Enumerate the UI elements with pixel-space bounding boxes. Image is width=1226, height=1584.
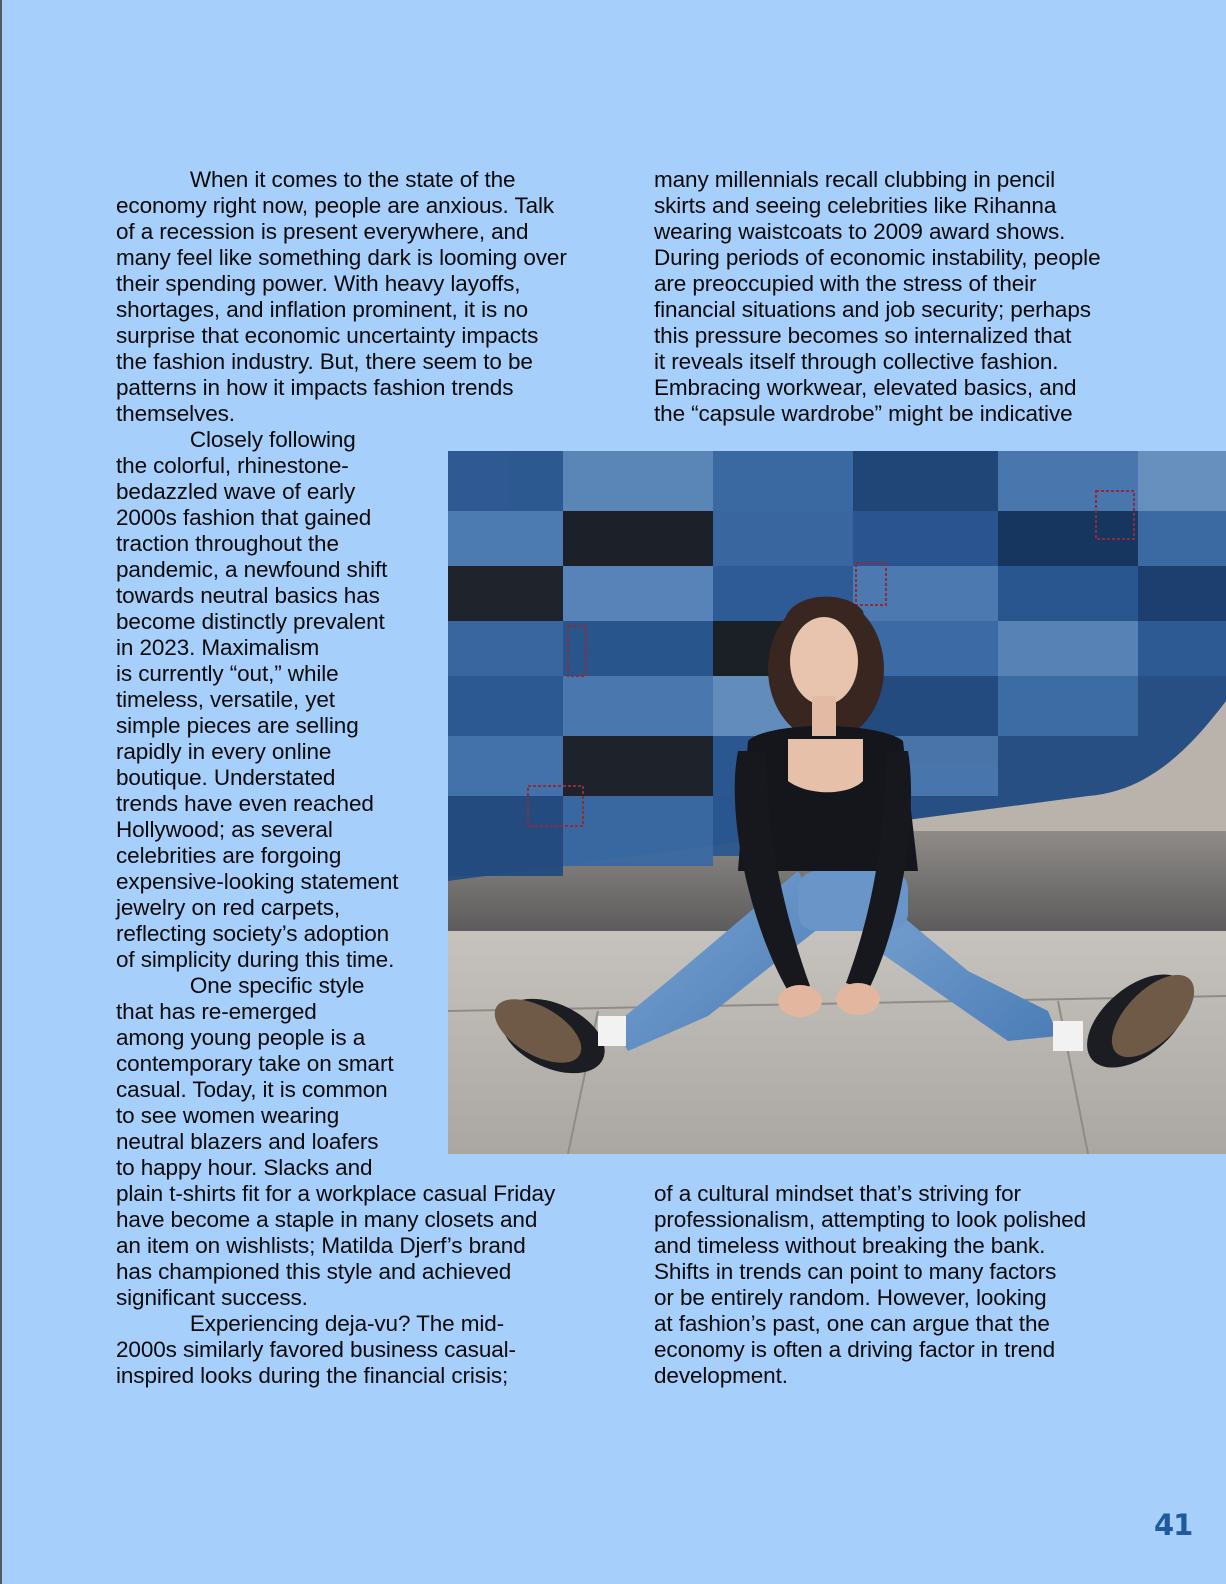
paragraph-line: and timeless without breaking the bank.: [654, 1233, 1046, 1258]
paragraph-line: Embracing workwear, elevated basics, and: [654, 375, 1077, 400]
page-edge: [0, 0, 2, 1584]
paragraph-line: skirts and seeing celebrities like Rihanna: [654, 193, 1057, 218]
paragraph-line: surprise that economic uncertainty impacts: [116, 323, 539, 348]
paragraph-line: towards neutral basics has: [116, 583, 380, 608]
paragraph-line: become distinctly prevalent: [116, 609, 385, 634]
paragraph-line: the fashion industry. But, there seem to be: [116, 349, 533, 374]
paragraph-line: in 2023. Maximalism: [116, 635, 320, 660]
paragraph-line: boutique. Understated: [116, 765, 336, 790]
paragraph-line: to happy hour. Slacks and: [116, 1155, 373, 1180]
page-number: 41: [1154, 1508, 1193, 1542]
paragraph-line: of a cultural mindset that’s striving for: [654, 1181, 1021, 1206]
paragraph-line: of simplicity during this time.: [116, 947, 395, 972]
paragraph-line: rapidly in every online: [116, 739, 332, 764]
paragraph-line: or be entirely random. However, looking: [654, 1285, 1047, 1310]
paragraph-line: has championed this style and achieved: [116, 1259, 512, 1284]
paragraph-line: Shifts in trends can point to many factors: [654, 1259, 1057, 1284]
paragraph-line: many millennials recall clubbing in pencil: [654, 167, 1055, 192]
paragraph-line: During periods of economic instability, people: [654, 245, 1101, 270]
paragraph-line: development.: [654, 1363, 788, 1388]
paragraph-line: themselves.: [116, 401, 235, 426]
paragraph-line: is currently “out,” while: [116, 661, 339, 686]
paragraph-line: inspired looks during the financial crisis;: [116, 1363, 509, 1388]
paragraph-line: traction throughout the: [116, 531, 339, 556]
paragraph-line: trends have even reached: [116, 791, 374, 816]
paragraph-line: wearing waistcoats to 2009 award shows.: [654, 219, 1066, 244]
paragraph-line: 2000s fashion that gained: [116, 505, 372, 530]
paragraph-line: their spending power. With heavy layoffs,: [116, 271, 521, 296]
paragraph-line: Experiencing deja-vu? The mid-: [116, 1311, 505, 1336]
paragraph-line: contemporary take on smart: [116, 1051, 394, 1076]
paragraph-line: celebrities are forgoing: [116, 843, 342, 868]
paragraph-line: simple pieces are selling: [116, 713, 359, 738]
paragraph-line: economy is often a driving factor in trend: [654, 1337, 1056, 1362]
paragraph-line: pandemic, a newfound shift: [116, 557, 388, 582]
paragraph-line: significant success.: [116, 1285, 308, 1310]
paragraph-line: this pressure becomes so internalized that: [654, 323, 1072, 348]
paragraph-line: plain t-shirts fit for a workplace casual Friday: [116, 1181, 556, 1206]
paragraph-line: an item on wishlists; Matilda Djerf’s brand: [116, 1233, 526, 1258]
paragraph-line: reflecting society’s adoption: [116, 921, 390, 946]
paragraph-line: casual. Today, it is common: [116, 1077, 388, 1102]
paragraph-line: among young people is a: [116, 1025, 366, 1050]
paragraph-line: One specific style: [116, 973, 365, 998]
paragraph-line: of a recession is present everywhere, and: [116, 219, 529, 244]
paragraph-line: expensive-looking statement: [116, 869, 399, 894]
paragraph-line: jewelry on red carpets,: [116, 895, 341, 920]
paragraph-line: that has re-emerged: [116, 999, 317, 1024]
paragraph-line: financial situations and job security; perhaps: [654, 297, 1091, 322]
paragraph-line: neutral blazers and loafers: [116, 1129, 379, 1154]
paragraph-line: the “capsule wardrobe” might be indicative: [654, 401, 1073, 426]
paragraph-line: many feel like something dark is looming over: [116, 245, 567, 270]
paragraph-line: timeless, versatile, yet: [116, 687, 335, 712]
paragraph-line: economy right now, people are anxious. Talk: [116, 193, 555, 218]
article-photo: [448, 451, 1226, 1154]
paragraph-line: have become a staple in many closets and: [116, 1207, 538, 1232]
paragraph-line: the colorful, rhinestone-: [116, 453, 349, 478]
paragraph-line: at fashion’s past, one can argue that the: [654, 1311, 1050, 1336]
paragraph-line: 2000s similarly favored business casual-: [116, 1337, 516, 1362]
paragraph-line: are preoccupied with the stress of their: [654, 271, 1037, 296]
paragraph-line: professionalism, attempting to look polished: [654, 1207, 1087, 1232]
paragraph-line: Hollywood; as several: [116, 817, 333, 842]
paragraph-line: it reveals itself through collective fashion.: [654, 349, 1059, 374]
paragraph-line: When it comes to the state of the: [116, 167, 516, 192]
paragraph-line: to see women wearing: [116, 1103, 340, 1128]
paragraph-line: patterns in how it impacts fashion trends: [116, 375, 514, 400]
paragraph-line: shortages, and inflation prominent, it is no: [116, 297, 529, 322]
paragraph-line: bedazzled wave of early: [116, 479, 356, 504]
paragraph-line: Closely following: [116, 427, 356, 452]
